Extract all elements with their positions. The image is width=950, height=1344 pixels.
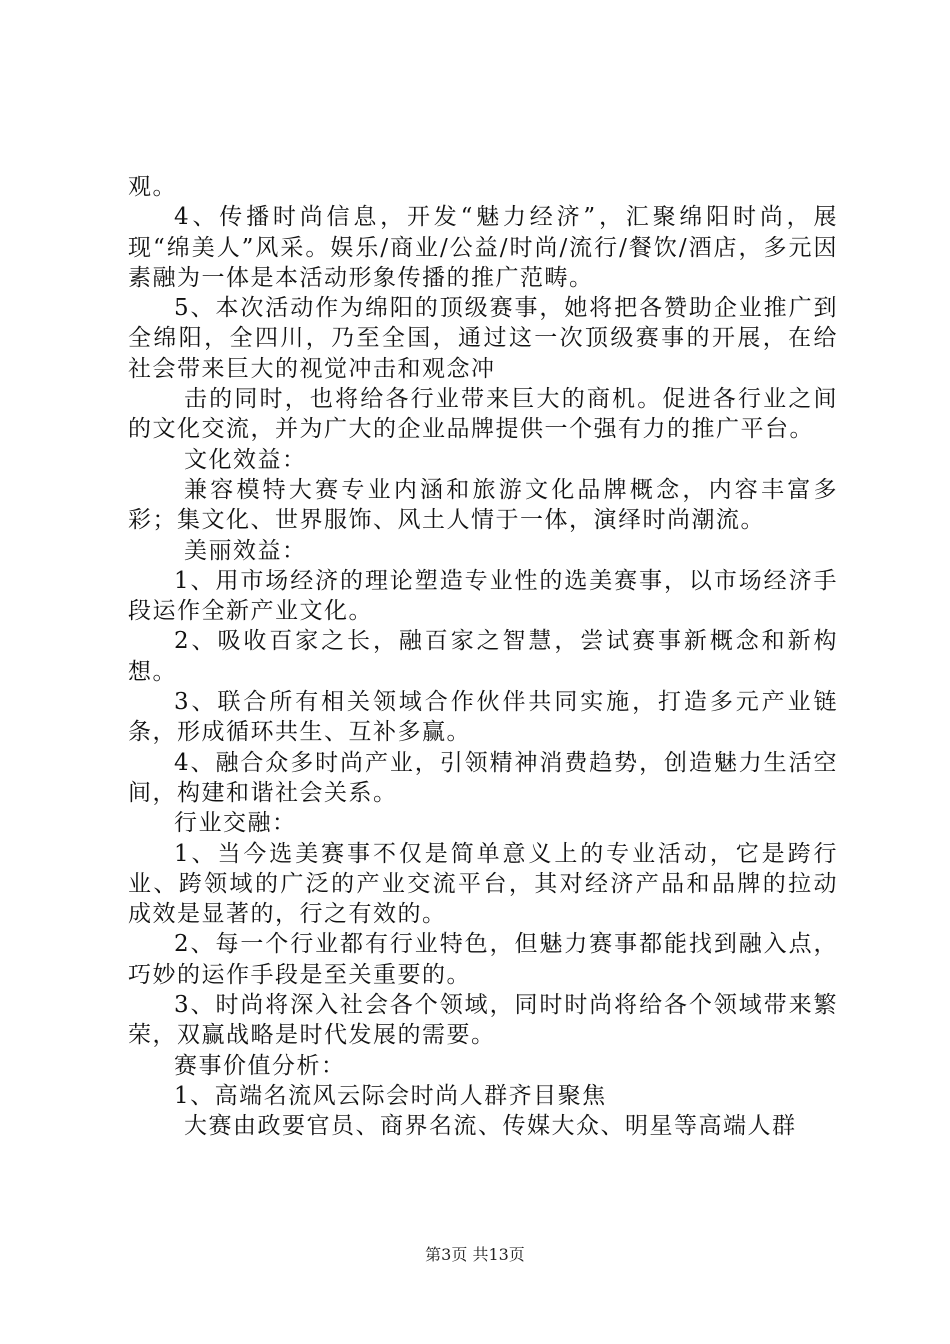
section-heading: 美丽效益：: [184, 537, 307, 564]
paragraph: 1、高端名流风云际会时尚人群齐目聚焦: [174, 1082, 607, 1109]
paragraph: 4、融合众多时尚产业，引领精神消费趋势，创造魅力生活空间，构建和谐社会关系。: [128, 749, 838, 806]
paragraph: 2、每一个行业都有行业特色，但魅力赛事都能找到融入点，巧妙的运作手段是至关重要的。: [128, 931, 838, 988]
paragraph: 兼容模特大赛专业内涵和旅游文化品牌概念，内容丰富多彩；集文化、世界服饰、风土人情于一体，演绎时尚潮流。: [128, 476, 838, 534]
paragraph: 3、时尚将深入社会各个领域，同时时尚将给各个领域带来繁荣，双赢战略是时代发展的需要。: [128, 992, 838, 1049]
paragraph: 2、吸收百家之长，融百家之智慧，尝试赛事新概念和新构想。: [128, 628, 838, 685]
section-heading: 文化效益：: [184, 446, 307, 473]
paragraph: 4、传播时尚信息，开发“魅力经济”，汇聚绵阳时尚，展现“绵美人”风采。娱乐/商业/公益/时尚/流行/餐饮/酒店，多元因素融为一体是本活动形象传播的推广范畴。: [128, 204, 838, 291]
page-number: 第3页 共13页: [425, 1245, 525, 1264]
section-heading: 行业交融：: [174, 810, 297, 837]
section-heading: 赛事价值分析：: [174, 1052, 346, 1079]
paragraph: 3、联合所有相关领域合作伙伴共同实施，打造多元产业链条，形成循环共生、互补多赢。: [128, 689, 838, 746]
paragraph: 击的同时，也将给各行业带来巨大的商机。促进各行业之间的文化交流，并为广大的企业品牌提供一个强有力的推广平台。: [128, 386, 838, 443]
paragraph: 大赛由政要官员、商界名流、传媒大众、明星等高端人群: [184, 1113, 797, 1140]
paragraph: 观。: [128, 174, 177, 200]
paragraph: 1、当今选美赛事不仅是简单意义上的专业活动，它是跨行业、跨领域的广泛的产业交流平台，其对经济产品和品牌的拉动成效是显著的，行之有效的。: [128, 840, 838, 928]
paragraph: 1、用市场经济的理论塑造专业性的选美赛事，以市场经济手段运作全新产业文化。: [128, 567, 838, 625]
paragraph: 5、本次活动作为绵阳的顶级赛事，她将把各赞助企业推广到全绵阳，全四川，乃至全国，通过这一次顶级赛事的开展，在给社会带来巨大的视觉冲击和观念冲: [128, 295, 838, 382]
document-body: [128, 172, 838, 1142]
